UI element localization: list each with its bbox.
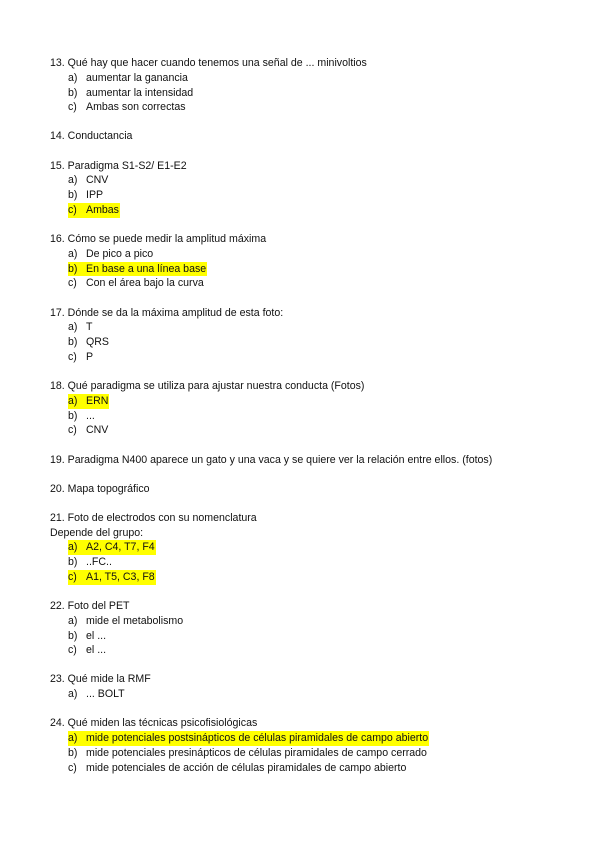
question-block xyxy=(0,453,600,468)
answer-option xyxy=(0,276,600,291)
question-title: 23. Qué mide la RMF xyxy=(50,673,151,686)
question-title: 14. Conductancia xyxy=(50,130,133,143)
answer-option xyxy=(0,173,600,188)
option-letter: c) xyxy=(68,203,86,218)
option-text: Ambas xyxy=(86,203,119,216)
question-title: 13. Qué hay que hacer cuando tenemos una señal de ... minivoltios xyxy=(50,57,367,69)
option-letter: a) xyxy=(68,394,86,409)
answer-option xyxy=(0,335,600,350)
option-text: aumentar la intensidad xyxy=(86,86,194,99)
question-title: 21. Foto de electrodos con su nomenclatura xyxy=(50,511,257,524)
question-block xyxy=(0,599,600,658)
option-letter: b) xyxy=(68,189,78,202)
option-letter: a) xyxy=(68,688,78,701)
option-letter: b) xyxy=(68,336,78,349)
question-title: 17. Dónde se da la máxima amplitud de esta foto: xyxy=(50,306,284,319)
answer-option xyxy=(0,100,600,115)
answer-option xyxy=(0,409,600,424)
question-block xyxy=(0,379,600,438)
answer-option xyxy=(0,350,600,365)
answer-option-highlighted xyxy=(0,262,600,277)
answer-option xyxy=(0,247,600,262)
answer-option xyxy=(0,86,600,101)
question-block xyxy=(0,716,600,775)
option-text: mide potenciales postsinápticos de células piramidales de campo abierto xyxy=(86,732,429,745)
option-letter: b) xyxy=(68,629,78,642)
option-letter: a) xyxy=(68,540,86,555)
option-letter: c) xyxy=(68,277,77,290)
option-text: Con el área bajo la curva xyxy=(86,277,204,290)
option-letter: a) xyxy=(68,247,78,260)
option-letter: a) xyxy=(68,731,86,746)
answer-option xyxy=(0,629,600,644)
option-text: mide potenciales presinápticos de células piramidales de campo cerrado xyxy=(86,746,427,759)
option-text: el ... xyxy=(86,644,107,657)
question-block xyxy=(0,129,600,144)
answer-option xyxy=(0,687,600,702)
option-letter: c) xyxy=(68,424,77,437)
answer-option xyxy=(0,320,600,335)
option-letter: c) xyxy=(68,644,77,657)
option-letter: a) xyxy=(68,174,78,187)
answer-option-highlighted xyxy=(0,540,600,555)
answer-option xyxy=(0,643,600,658)
question-title: 19. Paradigma N400 aparece un gato y una vaca y se quiere ver la relación entre ellos. (fotos) xyxy=(50,453,493,466)
answer-option xyxy=(0,555,600,570)
option-letter: b) xyxy=(68,746,78,759)
option-text: ERN xyxy=(86,394,109,407)
question-block xyxy=(0,56,600,115)
option-text: A2, C4, T7, F4 xyxy=(86,541,155,554)
question-title: 16. Cómo se puede medir la amplitud máxima xyxy=(50,233,267,246)
question-title: 24. Qué miden las técnicas psicofisiológicas xyxy=(50,717,258,730)
option-letter: b) xyxy=(68,262,86,277)
option-letter: c) xyxy=(68,101,77,114)
option-letter: c) xyxy=(68,350,77,363)
option-text: En base a una línea base xyxy=(86,262,207,275)
option-text: CNV xyxy=(86,424,109,437)
answer-option xyxy=(0,761,600,776)
answer-option-highlighted xyxy=(0,731,600,746)
question-title: 20. Mapa topográfico xyxy=(50,482,150,495)
document-page xyxy=(0,56,600,790)
answer-option xyxy=(0,423,600,438)
answer-option-highlighted xyxy=(0,203,600,218)
question-block xyxy=(0,511,600,585)
answer-option-highlighted xyxy=(0,570,600,585)
option-text: CNV xyxy=(86,174,109,187)
question-block xyxy=(0,306,600,365)
option-letter: b) xyxy=(68,556,78,569)
question-block xyxy=(0,232,600,291)
option-letter: a) xyxy=(68,71,78,84)
question-title: 22. Foto del PET xyxy=(50,599,130,612)
option-text: el ... xyxy=(86,629,107,642)
option-text: De pico a pico xyxy=(86,247,154,260)
option-letter: c) xyxy=(68,570,86,585)
option-text: Ambas son correctas xyxy=(86,101,186,114)
question-block xyxy=(0,672,600,702)
option-letter: a) xyxy=(68,321,78,334)
option-text: QRS xyxy=(86,336,109,349)
answer-option xyxy=(0,614,600,629)
option-text: mide potenciales de acción de células piramidales de campo abierto xyxy=(86,761,407,774)
option-text: P xyxy=(86,350,94,363)
option-text: mide el metabolismo xyxy=(86,614,184,627)
option-text: A1, T5, C3, F8 xyxy=(86,570,155,583)
answer-option xyxy=(0,188,600,203)
question-title: 15. Paradigma S1-S2/ E1-E2 xyxy=(50,159,187,172)
answer-option-highlighted xyxy=(0,394,600,409)
option-letter: c) xyxy=(68,761,77,774)
option-letter: a) xyxy=(68,614,78,627)
question-subtitle: Depende del grupo: xyxy=(50,526,144,539)
option-text: ..FC.. xyxy=(86,556,112,569)
question-title: 18. Qué paradigma se utiliza para ajustar nuestra conducta (Fotos) xyxy=(50,380,365,393)
answer-option xyxy=(0,71,600,86)
option-text: T xyxy=(86,321,93,334)
option-text: ... BOLT xyxy=(86,688,125,701)
answer-option xyxy=(0,746,600,761)
option-text: aumentar la ganancia xyxy=(86,71,188,84)
question-block xyxy=(0,482,600,497)
option-letter: b) xyxy=(68,409,78,422)
option-letter: b) xyxy=(68,86,78,99)
option-text: IPP xyxy=(86,189,104,202)
option-text: ... xyxy=(86,409,95,422)
question-block xyxy=(0,159,600,218)
